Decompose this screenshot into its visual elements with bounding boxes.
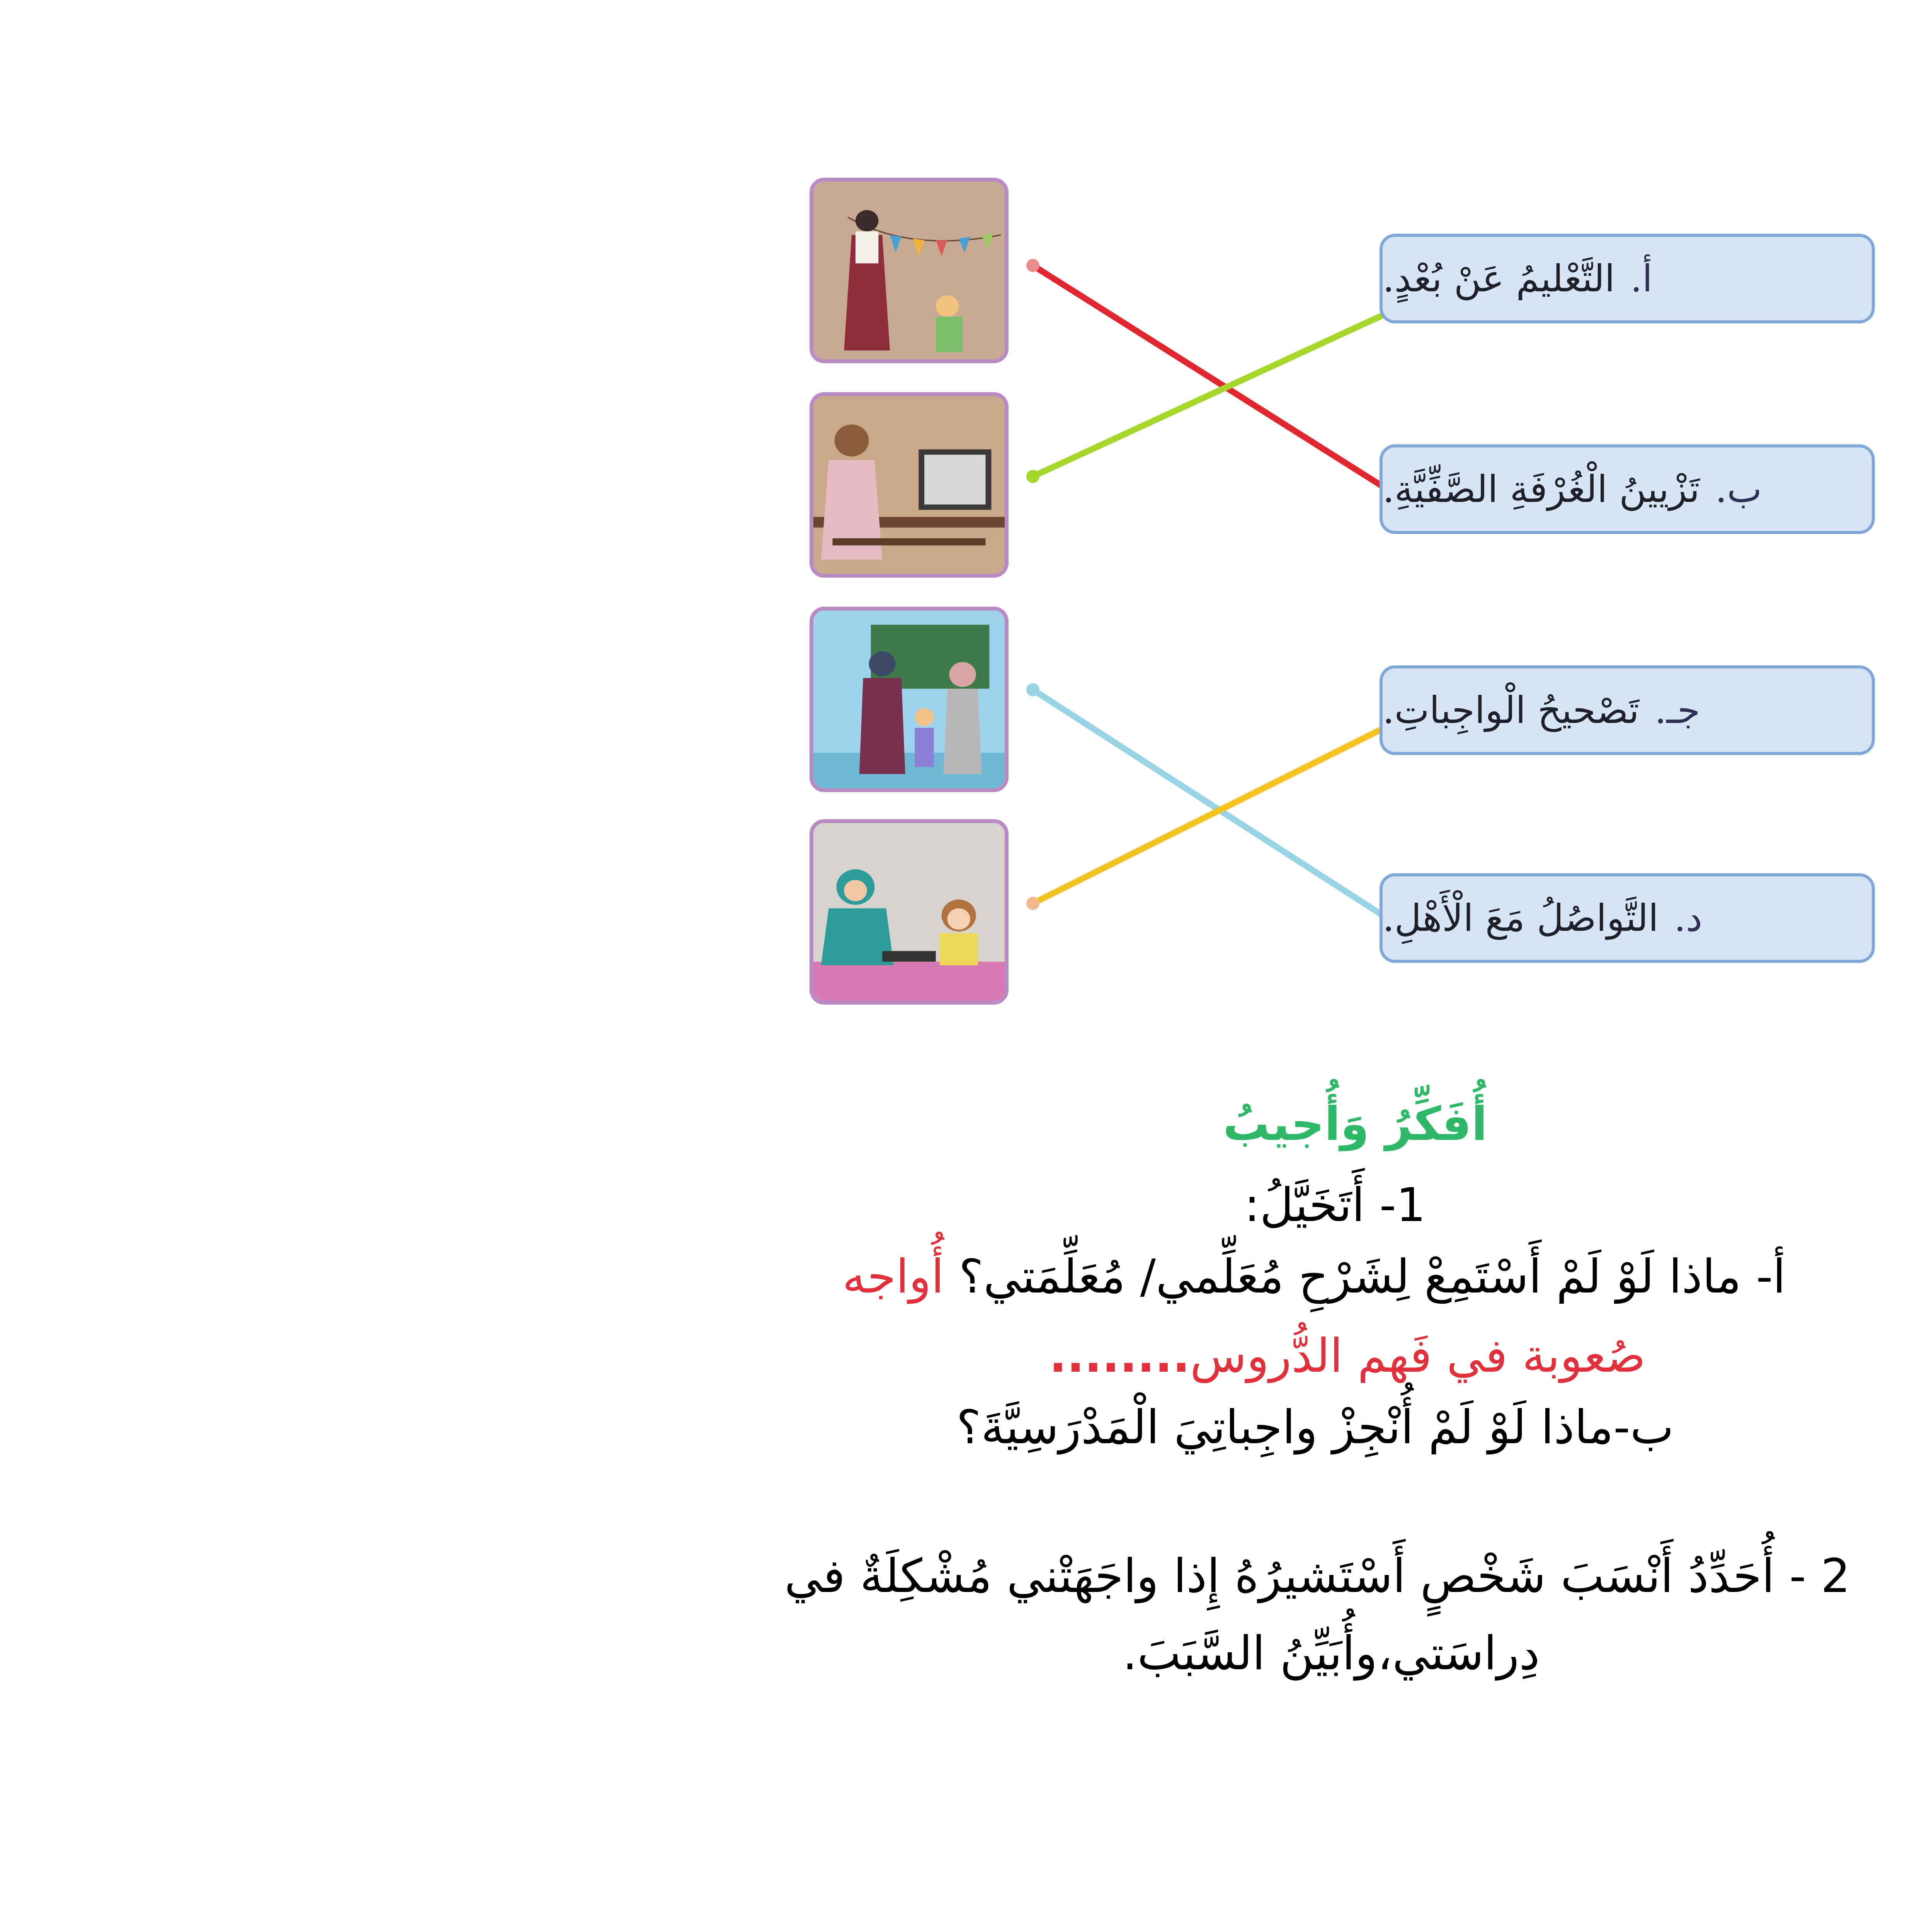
section-title: أُفَكِّرُ وَأُجيبُ xyxy=(1223,1097,1488,1151)
question-1a-answer-start: أُواجه xyxy=(842,1250,944,1304)
label-correcting-homework xyxy=(1379,665,1875,755)
picture-correcting-homework xyxy=(810,819,1009,1005)
match-line-blue xyxy=(1033,690,1383,916)
label-letter-c: جـ. xyxy=(1655,689,1701,732)
picture-remote-teaching xyxy=(810,392,1009,578)
label-letter-a: أ. xyxy=(1630,257,1653,300)
question-1b: ب-ماذا لَوْ لَمْ أُنْجِزْ واجِباتِيَ الْمَدْرَسِيَّةَ؟ xyxy=(956,1401,1674,1454)
match-line-yellow xyxy=(1033,728,1383,903)
question-2-line1: 2 - أُحَدِّدُ أَنْسَبَ شَخْصٍ أَسْتَشيرُهُ إِذا واجَهَتْني مُشْكِلَةٌ في xyxy=(784,1549,1851,1603)
label-letter-b: ب. xyxy=(1715,468,1762,511)
question-2-line2: دِراسَتي،وأُبَيِّنُ السَّبَبَ. xyxy=(1123,1627,1540,1680)
label-letter-d: د. xyxy=(1674,896,1703,940)
label-communicating-parents xyxy=(1379,873,1875,963)
label-text-d: التَّواصُلُ مَعَ الْأَهْلِ. xyxy=(1383,896,1659,940)
match-dot-4 xyxy=(1026,897,1039,910)
label-text-a: التَّعْليمُ عَنْ بُعْدٍ. xyxy=(1383,257,1615,300)
picture-parents-meeting xyxy=(810,607,1009,792)
question-1a-text: أ- ماذا لَوْ لَمْ أَسْتَمِعْ لِشَرْحِ مُعَلِّمي/ مُعَلِّمَتي؟ xyxy=(959,1250,1786,1304)
label-text-b: تَزْيينُ الْغُرْفَةِ الصَّفِّيَّةِ. xyxy=(1383,468,1700,511)
label-remote-learning xyxy=(1379,234,1875,323)
answer-dots: ........ xyxy=(1049,1329,1190,1383)
question-1-heading: 1- أَتَخَيَّلُ: xyxy=(1244,1179,1426,1232)
picture-decorating-classroom xyxy=(810,178,1009,363)
label-decorating-classroom xyxy=(1379,444,1875,534)
label-text-c: تَصْحيحُ الْواجِباتِ. xyxy=(1383,689,1640,732)
match-dot-3 xyxy=(1026,683,1039,696)
question-1a-answer-line xyxy=(1049,1329,1646,1383)
match-dot-1 xyxy=(1026,259,1039,272)
question-1a-answer-end: صُعوبة في فَهم الدُّروس xyxy=(1190,1329,1646,1383)
match-dot-2 xyxy=(1026,470,1039,483)
question-1a xyxy=(842,1250,1786,1304)
